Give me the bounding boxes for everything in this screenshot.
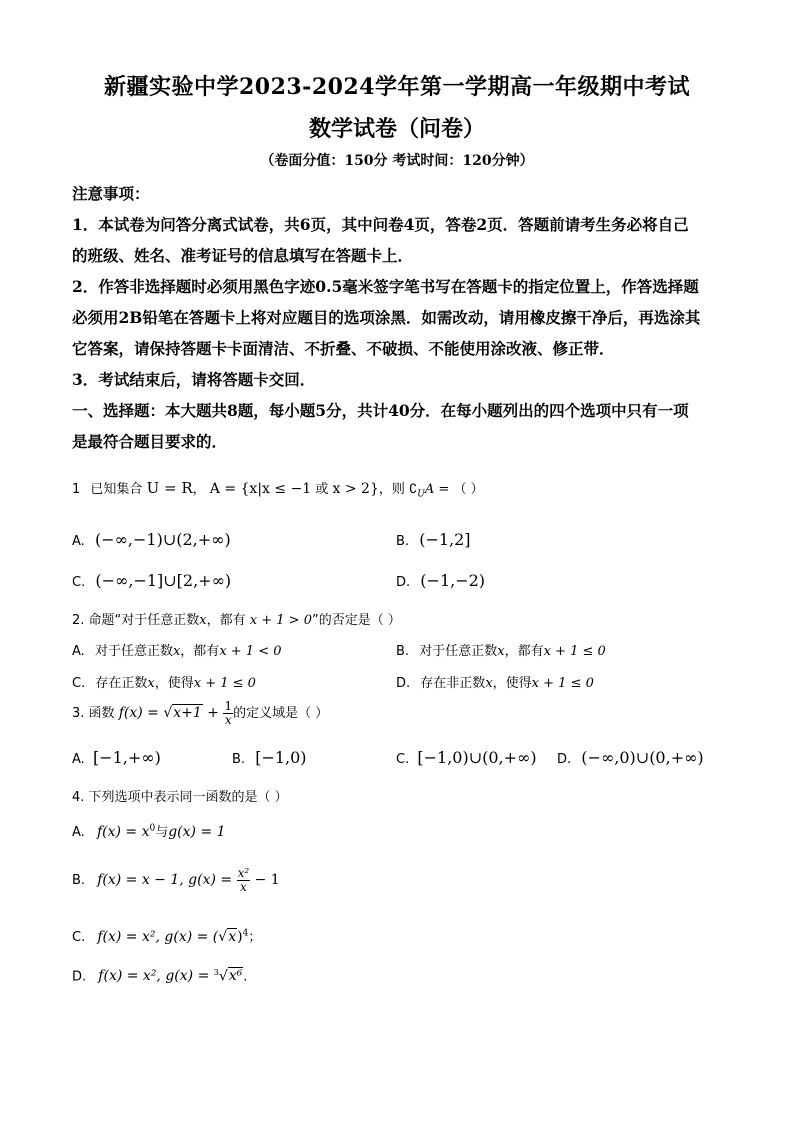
section-1-line-1: 一、选择题：本大题共8题，每小题5分，共计40分．在每小题列出的四个选项中只有一项 — [72, 401, 689, 420]
exam-info: （卷面分值：150分 考试时间：120分钟） — [260, 153, 534, 169]
fraction: $\frac{\text{x²}}{x}$ — [237, 866, 250, 894]
q4-option-a: A. $f(x) = x^0$与g(x) = 1 — [72, 823, 226, 840]
q1-option-d: D. (−1,−2) — [396, 571, 486, 590]
q2-option-c: C. 存在正数x，使得x + 1 ≤ 0 — [72, 676, 256, 691]
section-1-line-2: 是最符合题目要求的． — [72, 432, 228, 451]
q4-option-d: D. f(x) = x², g(x) = $^3$√x⁶. — [72, 968, 248, 985]
question-1: 1 已知集合 U = R， A = {x|x ≤ −1 或 x > 2}，则 $∁_UA$ = （ ） — [72, 479, 484, 500]
q1-option-a: A. (−∞,−1)∪(2,+∞) — [72, 530, 231, 549]
q3-option-d: D. (−∞,0)∪(0,+∞) — [557, 748, 704, 767]
note-1-line-2: 的班级、姓名、准考证号的信息填写在答题卡上． — [72, 246, 414, 265]
note-2-line-2: 必须用2B铅笔在答题卡上将对应题目的选项涂黑．如需改动，请用橡皮擦干净后，再选涂其 — [72, 308, 701, 327]
fraction: $\frac{1}{x}$ — [224, 699, 233, 727]
q2-option-b: B. 对于任意正数x，都有x + 1 ≤ 0 — [396, 644, 606, 659]
q3-option-b: B. [−1,0) — [232, 748, 307, 767]
q2-option-d: D. 存在非正数x，使得x + 1 ≤ 0 — [396, 676, 594, 691]
note-2-line-1: 2．作答非选择题时必须用黑色字迹0.5毫米签字笔书写在答题卡的指定位置上，作答选择题 — [72, 277, 699, 296]
exam-title: 新疆实验中学2023-2024学年第一学期高一年级期中考试 — [103, 74, 691, 100]
q1-option-b: B. (−1,2] — [396, 530, 471, 549]
notes-heading: 注意事项： — [72, 184, 150, 203]
q4-option-c: C. f(x) = x², $g(x) = (√x)^4$； — [72, 928, 262, 945]
question-1-number: 1 — [72, 482, 81, 497]
question-3: 3. 函数 f(x) = √x+1 + $\frac{1}{x}$ 的定义域是（ ） — [72, 699, 329, 727]
note-3: 3．考试结束后，请将答题卡交回． — [72, 370, 316, 389]
question-2: 2. 命题“对于任意正数x，都有 x + 1 > 0”的否定是（ ） — [72, 613, 401, 628]
q3-option-a: A. [−1,+∞) — [72, 748, 161, 767]
q2-option-a: A. 对于任意正数x，都有x + 1 < 0 — [72, 644, 282, 659]
note-2-line-3: 它答案，请保持答题卡卡面清洁、不折叠、不破损、不能使用涂改液、修正带． — [72, 339, 615, 358]
q4-option-b: B. f(x) = x − 1, g(x) = $\frac{\text{x²}}{x}$ − 1 — [72, 866, 280, 894]
q3-option-c: C. [−1,0)∪(0,+∞) — [396, 748, 537, 767]
sqrt-expression: x+1 — [173, 705, 202, 721]
note-1-line-1: 1．本试卷为问答分离式试卷，共6页，其中问卷4页，答卷2页．答题前请考生务必将自己 — [72, 215, 689, 234]
q1-option-c: C. (−∞,−1]∪[2,+∞) — [72, 571, 232, 590]
exam-subtitle: 数学试卷（问卷） — [308, 116, 485, 142]
question-4: 4. 下列选项中表示同一函数的是（ ） — [72, 790, 288, 805]
